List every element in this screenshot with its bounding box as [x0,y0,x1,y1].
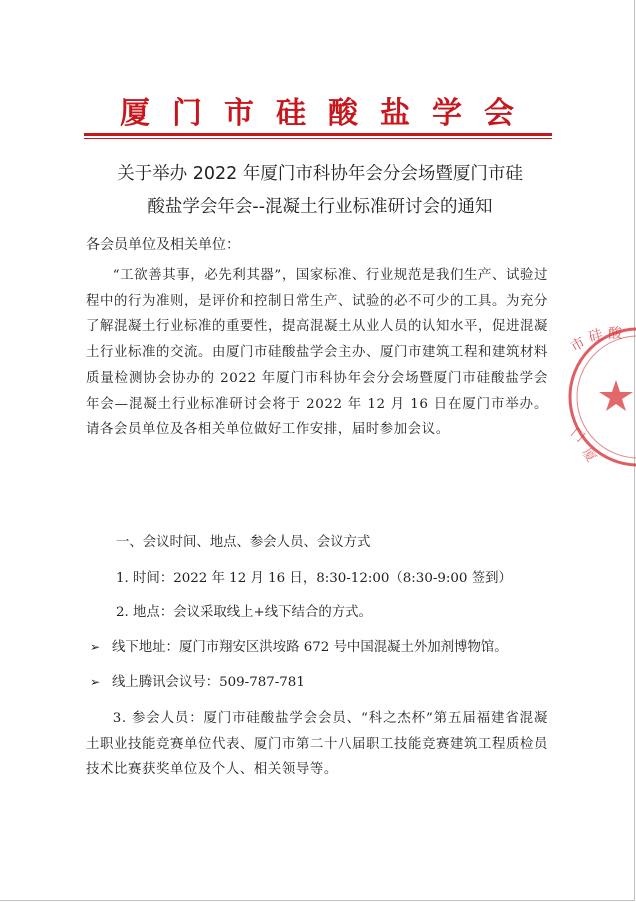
notice-title-line-1: 关于举办 2022 年厦门市科协年会分会场暨厦门市硅 [117,164,523,184]
red-seal-stamp [556,322,636,472]
header-thick-rule [84,133,552,136]
organization-header: 厦门市硅酸盐学会 [120,96,536,131]
attendees-paragraph: 3. 参会人员：厦门市硅酸盐学会会员、“科之杰杯”第五届福建省混凝土职业技能竞赛单位代表、厦门市第二十八届职工技能竞赛建筑工程质检员技术比赛获奖单位及个人、相关领导等。 [86,711,548,778]
svg-text:酸: 酸 [608,326,622,342]
header-thin-rule [84,138,552,139]
location-item: 2. 地点：会议采取线上+线下结合的方式。 [116,605,372,620]
offline-address-bullet [90,636,508,655]
salutation: 各会员单位及相关单位： [86,237,240,253]
offline-address-text: 线下地址：厦门市翔安区洪垵路 672 号中国混凝土外加剂博物馆。 [112,640,508,655]
svg-text:厦: 厦 [578,445,599,465]
arrow-bullet-icon: ➢ [90,640,101,654]
notice-title [60,158,580,224]
svg-text:市: 市 [568,334,589,356]
intro-paragraph: “工欲善其事，必先利其器”，国家标准、行业规范是我们生产、试验过程中的行为准则，是评价和控制日常生产、试验的必不可少的工具。为充分了解混凝土行业标准的重要性，提高混凝土从业人员的认知水平，促进混凝土行业标准的交流。由厦门市硅酸盐学会主办、厦门市建筑工程和建筑材料质量检测协会协办的 2022 年厦门市科协年会分会场暨厦门市硅酸盐学会年会—混凝土行业标准研讨会将于 2022 年 12 月 16 日在厦门市举办。请各会员单位及各相关单位做好工作安排，届时参加会议。 [86,268,548,438]
online-meeting-bullet [90,671,305,690]
arrow-bullet-icon: ➢ [90,675,101,689]
time-item: 1. 时间：2022 年 12 月 16 日，8:30-12:00（8:30-9:00 签到） [116,571,512,586]
svg-text:门: 门 [567,425,588,446]
notice-title-line-2: 酸盐学会年会--混凝土行业标准研讨会的通知 [147,197,493,217]
online-meeting-text: 线上腾讯会议号：509-787-781 [112,675,305,690]
svg-text:硅: 硅 [586,326,605,346]
section-1-heading: 一、会议时间、地点、参会人员、会议方式 [116,535,371,550]
